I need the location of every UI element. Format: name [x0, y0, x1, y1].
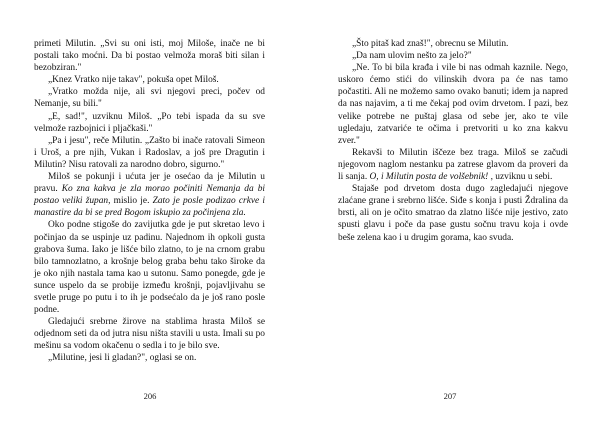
- paragraph: [34, 86, 265, 110]
- paragraph: [34, 111, 265, 135]
- paragraph: [34, 316, 265, 352]
- text-run: mislio je.: [110, 196, 153, 207]
- paragraph: [338, 147, 568, 183]
- text-run: „Milutine, jesi li gladan?", oglasi se on.: [48, 353, 197, 364]
- italic-run: O, i Milutin posta de volšebnik!: [369, 172, 489, 183]
- italic-run: Zato je posle podizao crkve i manastire da bi se pred Bogom iskupio za počinjena zla.: [34, 196, 265, 219]
- right-page: [300, 0, 600, 424]
- paragraph: [34, 352, 265, 364]
- paragraph: [34, 135, 265, 171]
- paragraph: [338, 50, 568, 62]
- text-run: „Vratko možda nije, ali svi njegovi preci, počev od Nemanje, su bili.": [34, 87, 265, 110]
- text-run: „Da nam ulovim nešto za jelo?": [352, 51, 472, 62]
- page-number-left: 206: [143, 391, 157, 401]
- paragraph: [338, 38, 568, 50]
- text-run: Stajaše pod drvetom dosta dugo zagledajući njegove zlaćane grane i srebrno lišće. Siđe s konja i pusti Ždralina da brsti, ali on je očito smatrao da zlatno lišće nije jestivo, zato spusti glavu i poče da pase gustu sočnu travu koja i ovde beše zelena kao i u drugim gorama, kao svuda.: [338, 184, 568, 243]
- italic-run: Ko zna kakva je zla morao počiniti Nemanja da bi postao veliki župan,: [34, 184, 265, 207]
- text-run: Miloš se pokunji i ućuta jer je osećao da je Milutin u pravu.: [34, 172, 265, 195]
- paragraph: [34, 219, 265, 316]
- paragraph: [34, 74, 265, 86]
- text-run: „Knez Vratko nije takav", pokuša opet Miloš.: [48, 75, 219, 86]
- text-run: primeti Milutin. „Svi su oni isti, moj Miloše, inače ne bi postali tako moćni. Da bi postao velmoža moraš biti silan i bezobziran.": [34, 39, 265, 74]
- text-run: „Pa i jesu", reče Milutin. „Zašto bi inače ratovali Simeon i Uroš, a pre njih, Vukan i Radoslav, a još pre Dragutin i Milutin? Nisu ratovali za narodno dobro, sigurno.": [34, 135, 265, 170]
- paragraph: [34, 38, 265, 74]
- text-run: „Ne. To bi bila krađa i vile bi nas odmah kaznile. Nego, uskoro ćemo stići do vilinskih dvora pa će nas tamo počastiti. Ali ne možemo samo ovako banuti; idem ja napred da nas najavim, a ti me čekaj pod ovim drvetom. I pazi, bez velike potrebe ne puštaj glasa od sebe jer, ako te vile ugledaju, zatvariće te očima i pretvoriti u ko zna kakvu zver.": [338, 63, 568, 146]
- right-page-text: [338, 38, 568, 244]
- paragraph: [34, 171, 265, 219]
- text-run: „E, sad!", uzviknu Miloš. „Po tebi ispada da su sve velmože razbojnici i pljačkaši.": [34, 111, 265, 134]
- paragraph: [338, 183, 568, 243]
- paragraph: [338, 62, 568, 147]
- text-run: Gledajući srebrne žirove na stablima hrasta Miloš se odjednom seti da od jutra nisu ništa stavili u usta. Imali su po mešinu sa vodom okačenu o sedla i to je bilo sve.: [34, 317, 265, 352]
- text-run: Oko podne stigoše do zavijutka gde je put skretao levo i počinjao da se uspinje uz padinu. Najednom ih opkoli gusta grabova šuma. Iako je lišće bilo zlatno, to je na crnom grabu bilo tamnozlatno, a krošnje belog graba behu tako široke da je oko njih nastala tama kao u sutonu. Samo ponegde, gde je sunce uspelo da se probije između krošnji, pojavljivahu se svetle pruge po putu i to ih je podsećalo da je još rano posle podne.: [34, 220, 265, 316]
- page-number-right: 207: [443, 391, 457, 401]
- left-page-text: [34, 38, 265, 365]
- text-run: „Što pitaš kad znaš!", obrecnu se Milutin.: [352, 39, 509, 49]
- text-run: Rekavši to Milutin iščeze bez traga. Miloš se začudi njegovom naglom nestanku pa zatrese glavom da proveri da li sanja.: [338, 147, 568, 183]
- text-run: , uzviknu u sebi.: [488, 172, 553, 183]
